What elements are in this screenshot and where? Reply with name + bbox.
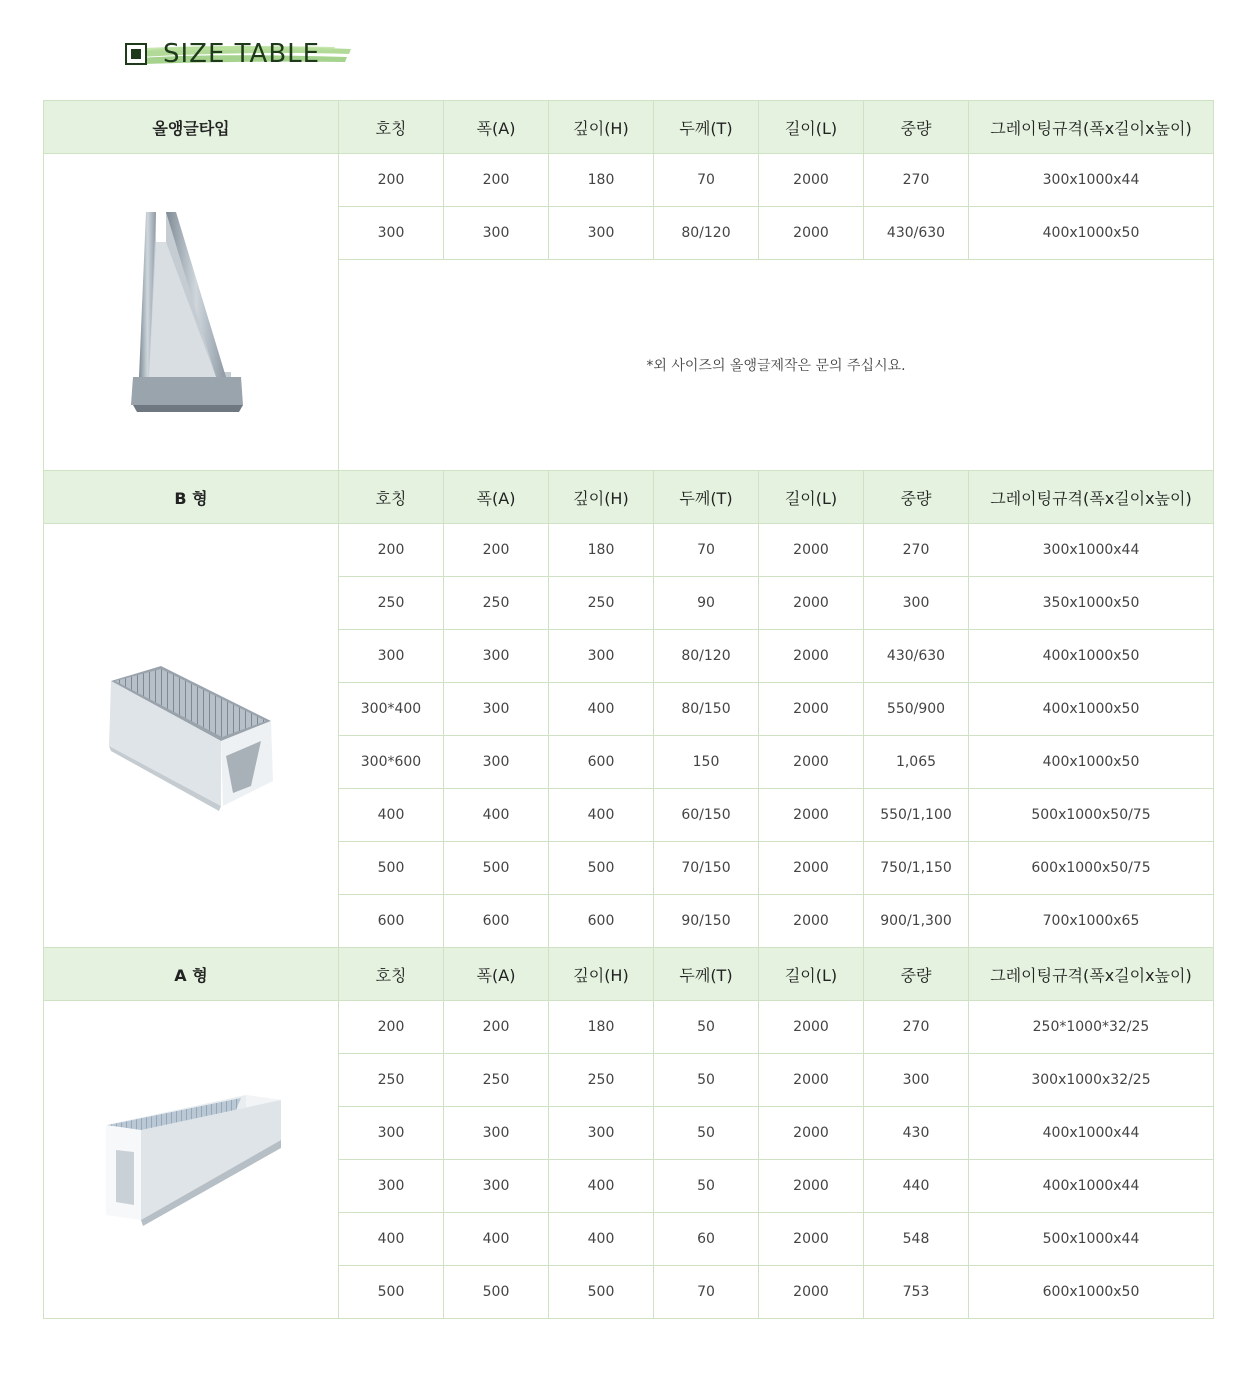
table-cell: 250 xyxy=(444,1054,549,1107)
a-type-channel-image xyxy=(44,1001,339,1319)
table-cell: 2000 xyxy=(759,154,864,207)
table-cell: 500 xyxy=(339,1266,444,1319)
table-cell: 2000 xyxy=(759,842,864,895)
table-cell: 70 xyxy=(654,1266,759,1319)
table-cell: 2000 xyxy=(759,1160,864,1213)
table-cell: 300 xyxy=(444,683,549,736)
table-cell: 2000 xyxy=(759,1213,864,1266)
section-type-name: 올앵글타입 xyxy=(44,101,339,154)
table-cell: 600x1000x50 xyxy=(969,1266,1214,1319)
table-row xyxy=(44,1001,1214,1054)
table-cell: 70/150 xyxy=(654,842,759,895)
table-cell: 300*600 xyxy=(339,736,444,789)
table-cell: 270 xyxy=(864,154,969,207)
table-cell: 400x1000x50 xyxy=(969,207,1214,260)
table-cell: 80/120 xyxy=(654,207,759,260)
table-cell: 430/630 xyxy=(864,207,969,260)
table-cell: 150 xyxy=(654,736,759,789)
column-header: 두께(T) xyxy=(654,101,759,154)
table-cell: 500 xyxy=(339,842,444,895)
table-cell: 200 xyxy=(444,154,549,207)
table-cell: 200 xyxy=(339,154,444,207)
table-cell: 200 xyxy=(339,1001,444,1054)
table-cell: 300x1000x44 xyxy=(969,154,1214,207)
table-cell: 500 xyxy=(549,1266,654,1319)
table-cell: 80/120 xyxy=(654,630,759,683)
table-cell: 1,065 xyxy=(864,736,969,789)
table-cell: 550/1,100 xyxy=(864,789,969,842)
table-cell: 200 xyxy=(444,524,549,577)
table-cell: 50 xyxy=(654,1160,759,1213)
table-cell: 300 xyxy=(339,1160,444,1213)
table-cell: 2000 xyxy=(759,736,864,789)
table-cell: 250 xyxy=(444,577,549,630)
table-cell: 50 xyxy=(654,1107,759,1160)
table-cell: 180 xyxy=(549,154,654,207)
table-cell: 2000 xyxy=(759,1001,864,1054)
table-cell: 400 xyxy=(549,1160,654,1213)
column-header: 깊이(H) xyxy=(549,101,654,154)
table-cell: 50 xyxy=(654,1054,759,1107)
table-cell: 400 xyxy=(549,683,654,736)
table-cell: 600 xyxy=(549,736,654,789)
table-cell: 300 xyxy=(444,1107,549,1160)
table-cell: 500x1000x50/75 xyxy=(969,789,1214,842)
table-cell: 2000 xyxy=(759,524,864,577)
column-header: 폭(A) xyxy=(444,471,549,524)
table-cell: 2000 xyxy=(759,789,864,842)
table-cell: 250 xyxy=(339,577,444,630)
table-cell: 90 xyxy=(654,577,759,630)
b-type-channel-image xyxy=(44,524,339,948)
table-cell: 60 xyxy=(654,1213,759,1266)
table-cell: 430 xyxy=(864,1107,969,1160)
table-cell: 750/1,150 xyxy=(864,842,969,895)
table-cell: 600x1000x50/75 xyxy=(969,842,1214,895)
table-cell: 400 xyxy=(339,789,444,842)
table-cell: 500 xyxy=(444,1266,549,1319)
custom-size-note: *외 사이즈의 올앵글제작은 문의 주십시요. xyxy=(339,260,1214,471)
table-cell: 2000 xyxy=(759,630,864,683)
column-header: 중량 xyxy=(864,471,969,524)
column-header: 그레이팅규격(폭x길이x높이) xyxy=(969,948,1214,1001)
column-header: 그레이팅규격(폭x길이x높이) xyxy=(969,471,1214,524)
table-cell: 2000 xyxy=(759,207,864,260)
table-cell: 250 xyxy=(549,1054,654,1107)
column-header: 그레이팅규격(폭x길이x높이) xyxy=(969,101,1214,154)
table-cell: 550/900 xyxy=(864,683,969,736)
column-header: 중량 xyxy=(864,948,969,1001)
size-table xyxy=(43,100,1214,1319)
column-header: 호칭 xyxy=(339,471,444,524)
table-cell: 300 xyxy=(339,630,444,683)
table-cell: 400x1000x50 xyxy=(969,683,1214,736)
table-cell: 400 xyxy=(444,789,549,842)
table-cell: 90/150 xyxy=(654,895,759,948)
table-cell: 300 xyxy=(339,207,444,260)
table-cell: 600 xyxy=(549,895,654,948)
table-cell: 300 xyxy=(864,1054,969,1107)
column-header: 길이(L) xyxy=(759,948,864,1001)
table-cell: 80/150 xyxy=(654,683,759,736)
table-cell: 50 xyxy=(654,1001,759,1054)
column-header: 폭(A) xyxy=(444,101,549,154)
table-cell: 300 xyxy=(549,630,654,683)
table-cell: 430/630 xyxy=(864,630,969,683)
column-header: 길이(L) xyxy=(759,471,864,524)
table-cell: 60/150 xyxy=(654,789,759,842)
table-row xyxy=(44,524,1214,577)
table-cell: 300 xyxy=(444,1160,549,1213)
section-type-name: B 형 xyxy=(44,471,339,524)
table-cell: 400x1000x50 xyxy=(969,736,1214,789)
column-header: 중량 xyxy=(864,101,969,154)
table-cell: 250 xyxy=(339,1054,444,1107)
table-cell: 70 xyxy=(654,524,759,577)
table-cell: 350x1000x50 xyxy=(969,577,1214,630)
section-header-row xyxy=(44,101,1214,154)
column-header: 두께(T) xyxy=(654,948,759,1001)
table-cell: 2000 xyxy=(759,1266,864,1319)
table-cell: 548 xyxy=(864,1213,969,1266)
table-cell: 250*1000*32/25 xyxy=(969,1001,1214,1054)
table-cell: 400 xyxy=(339,1213,444,1266)
column-header: 깊이(H) xyxy=(549,471,654,524)
table-cell: 2000 xyxy=(759,577,864,630)
table-cell: 300 xyxy=(444,736,549,789)
page-title: SIZE TABLE xyxy=(163,39,321,69)
square-bullet-icon xyxy=(125,43,147,65)
table-cell: 753 xyxy=(864,1266,969,1319)
column-header: 호칭 xyxy=(339,948,444,1001)
table-cell: 500x1000x44 xyxy=(969,1213,1214,1266)
table-cell: 200 xyxy=(444,1001,549,1054)
table-cell: 300 xyxy=(339,1107,444,1160)
table-cell: 270 xyxy=(864,524,969,577)
column-header: 두께(T) xyxy=(654,471,759,524)
section-header-row xyxy=(44,471,1214,524)
table-cell: 440 xyxy=(864,1160,969,1213)
table-cell: 600 xyxy=(339,895,444,948)
table-cell: 500 xyxy=(444,842,549,895)
table-cell: 700x1000x65 xyxy=(969,895,1214,948)
table-cell: 2000 xyxy=(759,895,864,948)
table-cell: 500 xyxy=(549,842,654,895)
column-header: 폭(A) xyxy=(444,948,549,1001)
table-cell: 600 xyxy=(444,895,549,948)
table-cell: 300 xyxy=(864,577,969,630)
table-cell: 270 xyxy=(864,1001,969,1054)
all-angle-channel-image xyxy=(44,154,339,471)
column-header: 호칭 xyxy=(339,101,444,154)
table-cell: 400 xyxy=(549,789,654,842)
size-table-title xyxy=(125,36,355,72)
table-cell: 300x1000x44 xyxy=(969,524,1214,577)
table-cell: 900/1,300 xyxy=(864,895,969,948)
table-cell: 300 xyxy=(444,207,549,260)
table-cell: 400 xyxy=(444,1213,549,1266)
column-header: 길이(L) xyxy=(759,101,864,154)
table-cell: 2000 xyxy=(759,1054,864,1107)
section-header-row xyxy=(44,948,1214,1001)
table-cell: 400x1000x44 xyxy=(969,1107,1214,1160)
table-cell: 300x1000x32/25 xyxy=(969,1054,1214,1107)
section-type-name: A 형 xyxy=(44,948,339,1001)
table-cell: 2000 xyxy=(759,1107,864,1160)
table-cell: 180 xyxy=(549,524,654,577)
table-cell: 300 xyxy=(444,630,549,683)
table-cell: 250 xyxy=(549,577,654,630)
table-cell: 70 xyxy=(654,154,759,207)
table-cell: 400 xyxy=(549,1213,654,1266)
table-cell: 300*400 xyxy=(339,683,444,736)
table-cell: 400x1000x50 xyxy=(969,630,1214,683)
table-cell: 300 xyxy=(549,1107,654,1160)
table-cell: 400x1000x44 xyxy=(969,1160,1214,1213)
table-row xyxy=(44,154,1214,207)
table-cell: 200 xyxy=(339,524,444,577)
table-cell: 300 xyxy=(549,207,654,260)
column-header: 깊이(H) xyxy=(549,948,654,1001)
table-cell: 180 xyxy=(549,1001,654,1054)
table-cell: 2000 xyxy=(759,683,864,736)
